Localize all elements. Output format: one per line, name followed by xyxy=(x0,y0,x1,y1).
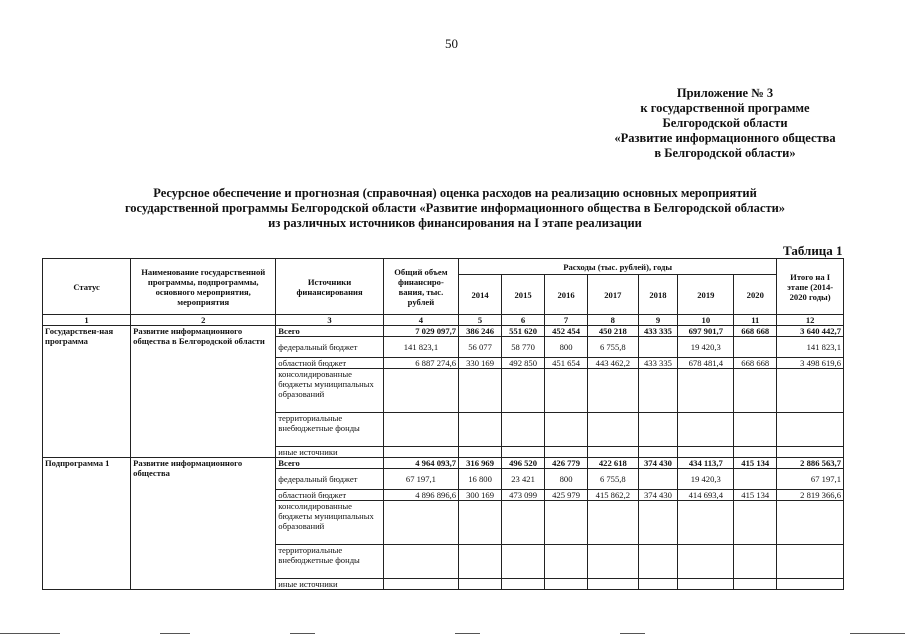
column-number: 4 xyxy=(383,315,458,326)
total-cell xyxy=(383,369,458,413)
appendix-line: Приложение № 3 xyxy=(676,86,774,100)
year-value xyxy=(459,579,502,590)
status-cell: Подпрограмма 1 xyxy=(43,458,131,590)
total-cell: 7 029 097,7 xyxy=(383,326,458,337)
year-value xyxy=(734,501,777,545)
year-value xyxy=(545,447,588,458)
year-value: 551 620 xyxy=(502,326,545,337)
source-cell: федеральный бюджет xyxy=(276,469,384,490)
column-number: 9 xyxy=(638,315,678,326)
total-cell xyxy=(383,447,458,458)
year-value xyxy=(734,337,777,358)
stage-total-cell xyxy=(777,369,844,413)
year-value: 300 169 xyxy=(459,490,502,501)
column-number-row xyxy=(43,315,844,326)
header-year: 2015 xyxy=(502,275,545,315)
year-value: 800 xyxy=(545,469,588,490)
year-value xyxy=(545,413,588,447)
year-value xyxy=(459,369,502,413)
year-value xyxy=(502,369,545,413)
year-value: 433 335 xyxy=(638,326,678,337)
year-value xyxy=(638,447,678,458)
year-value xyxy=(588,579,639,590)
year-value: 433 335 xyxy=(638,358,678,369)
year-value xyxy=(734,369,777,413)
header-sources: Источники финансирования xyxy=(276,259,384,315)
year-value: 19 420,3 xyxy=(678,337,734,358)
total-cell xyxy=(383,413,458,447)
column-number: 8 xyxy=(588,315,639,326)
year-value xyxy=(588,501,639,545)
header-year: 2016 xyxy=(545,275,588,315)
year-value: 58 770 xyxy=(502,337,545,358)
stage-total-cell: 3 640 442,7 xyxy=(777,326,844,337)
title-line: государственной программы Белгородской области «Развитие информационного общества в Белгородской области» xyxy=(124,201,786,215)
year-value: 374 430 xyxy=(638,458,678,469)
year-value xyxy=(545,545,588,579)
year-value xyxy=(638,413,678,447)
year-value xyxy=(588,413,639,447)
status-cell: Государствен-ная программа xyxy=(43,326,131,458)
year-value: 434 113,7 xyxy=(678,458,734,469)
header-total: Общий объем финансиро-вания, тыс. рублей xyxy=(383,259,458,315)
total-cell: 4 896 896,6 xyxy=(383,490,458,501)
year-value: 426 779 xyxy=(545,458,588,469)
year-value: 452 454 xyxy=(545,326,588,337)
year-value xyxy=(734,579,777,590)
scan-mark xyxy=(850,633,905,634)
stage-total-cell xyxy=(777,579,844,590)
source-cell: Всего xyxy=(276,326,384,337)
column-number: 5 xyxy=(459,315,502,326)
year-value: 16 800 xyxy=(459,469,502,490)
header-expenses: Расходы (тыс. рублей), годы xyxy=(459,259,777,275)
year-value xyxy=(588,369,639,413)
column-number: 1 xyxy=(43,315,131,326)
scan-mark xyxy=(0,633,60,634)
column-number: 2 xyxy=(131,315,276,326)
year-value: 668 668 xyxy=(734,358,777,369)
year-value xyxy=(545,579,588,590)
year-value xyxy=(734,469,777,490)
source-cell: областной бюджет xyxy=(276,358,384,369)
year-value: 415 134 xyxy=(734,458,777,469)
header-year: 2019 xyxy=(678,275,734,315)
column-number: 6 xyxy=(502,315,545,326)
year-value: 443 462,2 xyxy=(588,358,639,369)
document-title xyxy=(60,186,850,231)
year-value xyxy=(734,413,777,447)
year-value xyxy=(638,501,678,545)
program-name-cell: Развитие информационного общества в Белгородской области xyxy=(131,326,276,458)
year-value: 450 218 xyxy=(588,326,639,337)
year-value xyxy=(545,369,588,413)
year-value: 425 979 xyxy=(545,490,588,501)
appendix-line: «Развитие информационного общества xyxy=(614,131,836,145)
title-line: из различных источников финансирования на I этапе реализации xyxy=(268,216,642,230)
year-value: 678 481,4 xyxy=(678,358,734,369)
year-value xyxy=(678,579,734,590)
header-year: 2018 xyxy=(638,275,678,315)
stage-total-cell: 2 819 366,6 xyxy=(777,490,844,501)
total-cell: 67 197,1 xyxy=(383,469,458,490)
year-value: 316 969 xyxy=(459,458,502,469)
year-value xyxy=(502,413,545,447)
year-value: 415 862,2 xyxy=(588,490,639,501)
source-cell: иные источники xyxy=(276,447,384,458)
column-number: 12 xyxy=(777,315,844,326)
year-value: 492 850 xyxy=(502,358,545,369)
stage-total-cell: 141 823,1 xyxy=(777,337,844,358)
year-value xyxy=(638,579,678,590)
year-value: 697 901,7 xyxy=(678,326,734,337)
year-value xyxy=(678,369,734,413)
year-value: 374 430 xyxy=(638,490,678,501)
stage-total-cell xyxy=(777,447,844,458)
year-value: 415 134 xyxy=(734,490,777,501)
header-stage-total: Итого на I этапе (2014-2020 годы) xyxy=(777,259,844,315)
scan-mark xyxy=(620,633,645,634)
header-year: 2020 xyxy=(734,275,777,315)
program-name-cell: Развитие информационного общества xyxy=(131,458,276,590)
year-value: 668 668 xyxy=(734,326,777,337)
table-row xyxy=(43,326,844,337)
stage-total-cell: 3 498 619,6 xyxy=(777,358,844,369)
year-value xyxy=(638,369,678,413)
year-value xyxy=(638,469,678,490)
year-value xyxy=(502,579,545,590)
scan-mark xyxy=(290,633,315,634)
column-number: 10 xyxy=(678,315,734,326)
year-value xyxy=(638,545,678,579)
year-value xyxy=(502,447,545,458)
stage-total-cell: 2 886 563,7 xyxy=(777,458,844,469)
year-value: 496 520 xyxy=(502,458,545,469)
table-label: Таблица 1 xyxy=(783,243,843,258)
scan-mark xyxy=(160,633,190,634)
source-cell: федеральный бюджет xyxy=(276,337,384,358)
year-value: 19 420,3 xyxy=(678,469,734,490)
year-value xyxy=(545,501,588,545)
stage-total-cell xyxy=(777,413,844,447)
source-cell: областной бюджет xyxy=(276,490,384,501)
total-cell: 4 964 093,7 xyxy=(383,458,458,469)
source-cell: территориальные внебюджетные фонды xyxy=(276,413,384,447)
year-value xyxy=(734,545,777,579)
year-value xyxy=(502,501,545,545)
year-value: 6 755,8 xyxy=(588,337,639,358)
source-cell: консолидированные бюджеты муниципальных образований xyxy=(276,369,384,413)
source-cell: иные источники xyxy=(276,579,384,590)
year-value: 414 693,4 xyxy=(678,490,734,501)
year-value: 330 169 xyxy=(459,358,502,369)
year-value xyxy=(678,413,734,447)
source-cell: территориальные внебюджетные фонды xyxy=(276,545,384,579)
year-value xyxy=(678,501,734,545)
year-value xyxy=(678,447,734,458)
title-line: Ресурсное обеспечение и прогнозная (справочная) оценка расходов на реализацию основных мероприятий xyxy=(153,186,757,200)
year-value xyxy=(588,447,639,458)
year-value: 386 246 xyxy=(459,326,502,337)
year-value xyxy=(502,545,545,579)
stage-total-cell xyxy=(777,545,844,579)
source-cell: консолидированные бюджеты муниципальных образований xyxy=(276,501,384,545)
appendix-line: к государственной программе xyxy=(640,101,810,115)
appendix-line: в Белгородской области» xyxy=(654,146,796,160)
stage-total-cell: 67 197,1 xyxy=(777,469,844,490)
appendix-line: Белгородской области xyxy=(662,116,788,130)
year-value: 23 421 xyxy=(502,469,545,490)
year-value: 6 755,8 xyxy=(588,469,639,490)
header-year: 2014 xyxy=(459,275,502,315)
table-row xyxy=(43,458,844,469)
total-cell: 6 887 274,6 xyxy=(383,358,458,369)
year-value: 56 077 xyxy=(459,337,502,358)
year-value: 422 618 xyxy=(588,458,639,469)
column-number: 3 xyxy=(276,315,384,326)
year-value xyxy=(459,501,502,545)
year-value: 451 654 xyxy=(545,358,588,369)
page-number: 50 xyxy=(445,36,458,51)
column-number: 11 xyxy=(734,315,777,326)
year-value xyxy=(678,545,734,579)
year-value xyxy=(588,545,639,579)
resource-table xyxy=(42,258,844,590)
year-value xyxy=(459,413,502,447)
total-cell xyxy=(383,501,458,545)
total-cell: 141 823,1 xyxy=(383,337,458,358)
header-year: 2017 xyxy=(588,275,639,315)
column-number: 7 xyxy=(545,315,588,326)
header-status: Статус xyxy=(43,259,131,315)
total-cell xyxy=(383,545,458,579)
stage-total-cell xyxy=(777,501,844,545)
year-value xyxy=(459,545,502,579)
year-value: 800 xyxy=(545,337,588,358)
total-cell xyxy=(383,579,458,590)
year-value xyxy=(734,447,777,458)
header-name: Наименование государственной программы, подпрограммы, основного мероприятия, мероприятия xyxy=(131,259,276,315)
appendix-heading xyxy=(560,86,890,161)
source-cell: Всего xyxy=(276,458,384,469)
year-value xyxy=(459,447,502,458)
scan-mark xyxy=(455,633,480,634)
year-value: 473 099 xyxy=(502,490,545,501)
year-value xyxy=(638,337,678,358)
